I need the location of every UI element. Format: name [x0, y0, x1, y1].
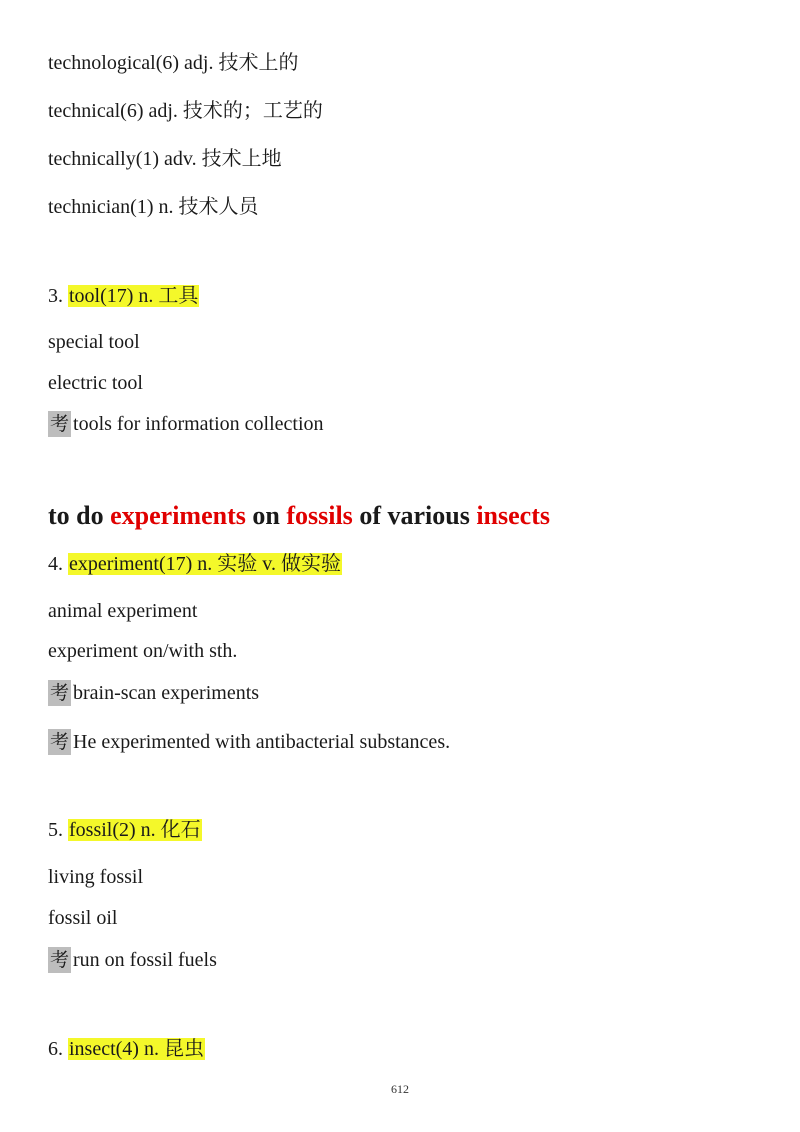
phrase: fossil oil — [48, 907, 118, 929]
headword-highlight: tool(17) n. 工具 — [69, 285, 199, 307]
exam-text: run on fossil fuels — [73, 949, 217, 971]
entry-number: 5. — [48, 819, 68, 841]
exam-example — [48, 411, 324, 437]
exam-marker: 考 — [50, 731, 70, 753]
derived-word: technician(1) n. 技术人员 — [48, 196, 259, 218]
example-sentence — [48, 500, 550, 532]
sentence-keyword: insects — [476, 501, 550, 530]
page-number: 612 — [391, 1082, 409, 1096]
phrase: special tool — [48, 331, 140, 353]
headword-highlight: experiment(17) n. 实验 v. 做实验 — [69, 553, 341, 575]
exam-example — [48, 729, 450, 755]
entry-number: 3. — [48, 285, 68, 307]
derived-word: technological(6) adj. 技术上的 — [48, 52, 299, 74]
derived-word: technical(6) adj. 技术的；工艺的 — [48, 100, 323, 122]
sentence-text: on — [245, 501, 287, 530]
sentence-text: of various — [352, 501, 477, 530]
exam-marker: 考 — [50, 682, 70, 704]
entry-number: 6. — [48, 1038, 68, 1060]
exam-text: He experimented with antibacterial substances. — [73, 731, 451, 753]
sentence-text: to do — [48, 501, 111, 530]
exam-marker: 考 — [50, 949, 70, 971]
exam-example — [48, 680, 259, 706]
derived-word: technically(1) adv. 技术上地 — [48, 148, 282, 170]
entry-tool-heading — [48, 283, 199, 309]
sentence-keyword: fossils — [286, 501, 353, 530]
entry-experiment-heading — [48, 551, 342, 577]
sentence-keyword: experiments — [110, 501, 246, 530]
phrase: electric tool — [48, 372, 143, 394]
headword-highlight: fossil(2) n. 化石 — [69, 819, 201, 841]
exam-text: brain-scan experiments — [73, 682, 260, 704]
exam-text: tools for information collection — [73, 413, 324, 435]
phrase: experiment on/with sth. — [48, 640, 238, 662]
entry-fossil-heading — [48, 817, 202, 843]
exam-marker: 考 — [50, 413, 70, 435]
exam-example — [48, 947, 217, 973]
entry-number: 4. — [48, 553, 68, 575]
phrase: living fossil — [48, 866, 144, 888]
headword-highlight: insect(4) n. 昆虫 — [69, 1038, 204, 1060]
phrase: animal experiment — [48, 600, 198, 622]
entry-insect-heading — [48, 1036, 205, 1062]
